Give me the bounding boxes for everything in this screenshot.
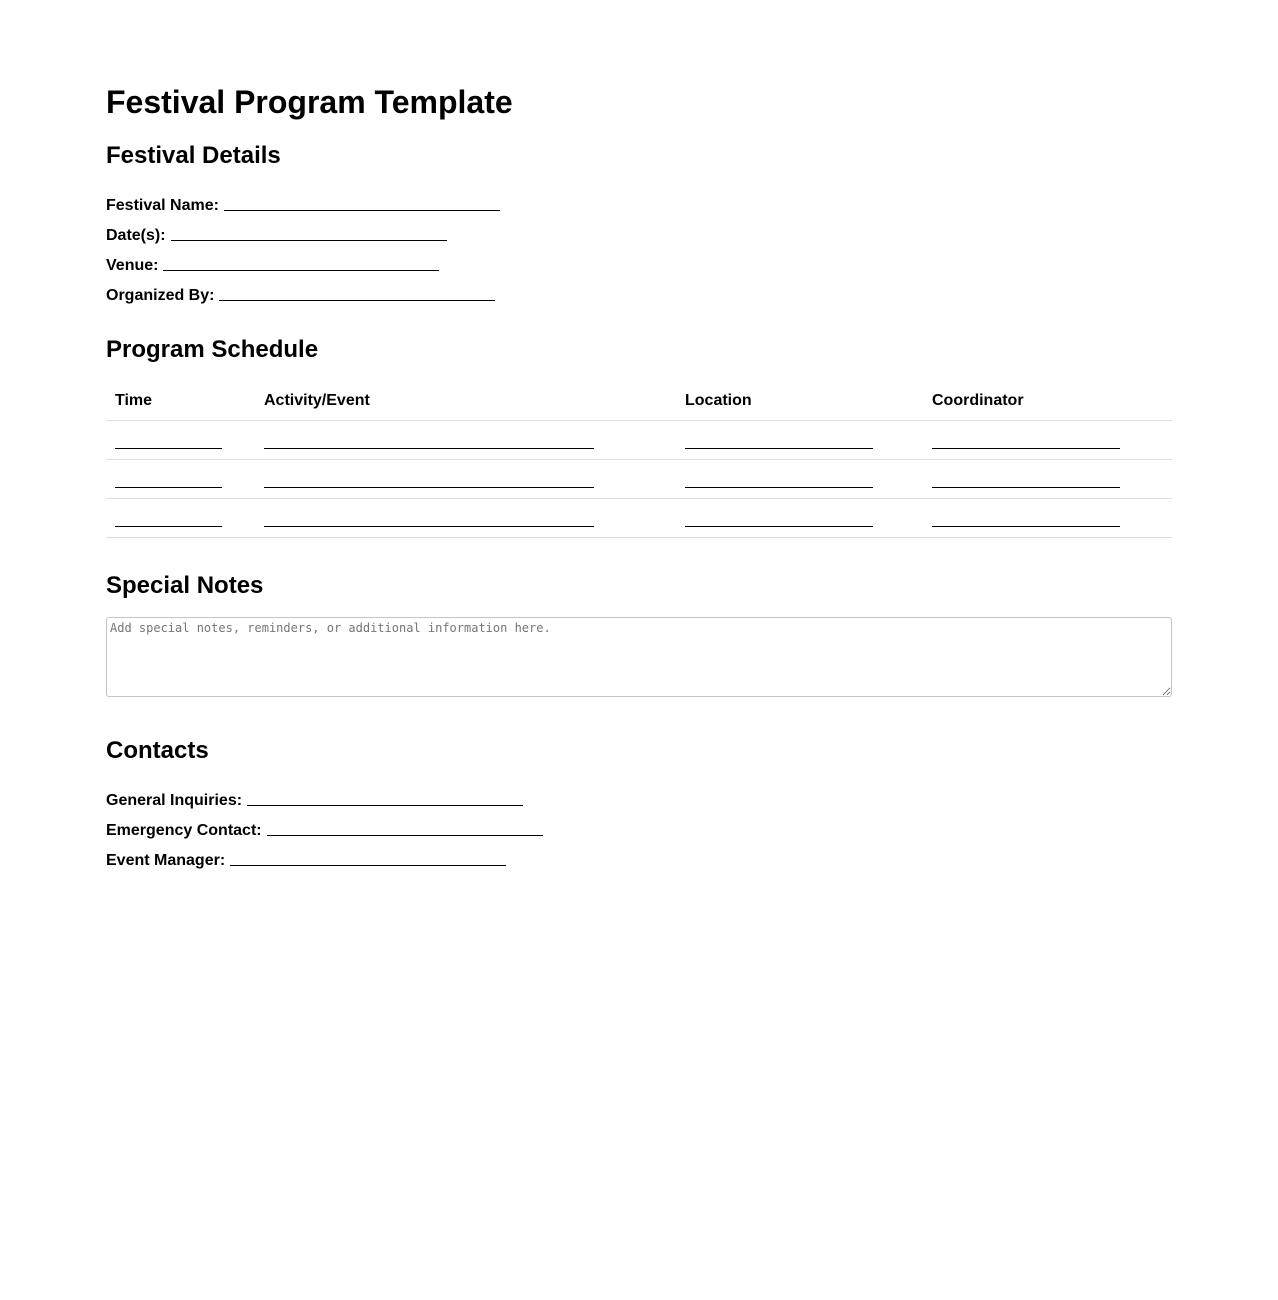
- event-manager-field: [106, 840, 1172, 870]
- table-row: [106, 499, 1172, 538]
- activity-cell[interactable]: [255, 460, 676, 499]
- time-blank: [115, 438, 222, 449]
- location-cell[interactable]: [676, 421, 923, 460]
- activity-blank: [264, 516, 594, 527]
- emergency-contact-blank[interactable]: [267, 821, 543, 836]
- schedule-table: [106, 381, 1172, 538]
- activity-cell[interactable]: [255, 499, 676, 538]
- festival-name-blank[interactable]: [224, 196, 500, 211]
- coordinator-blank: [932, 477, 1120, 488]
- location-blank: [685, 477, 873, 488]
- table-row: [106, 421, 1172, 460]
- activity-blank: [264, 438, 594, 449]
- column-header-coordinator: Coordinator: [923, 381, 1172, 421]
- location-cell[interactable]: [676, 499, 923, 538]
- activity-blank: [264, 477, 594, 488]
- location-blank: [685, 438, 873, 449]
- special-notes-textarea[interactable]: [106, 617, 1172, 697]
- emergency-contact-label: Emergency Contact:: [106, 822, 262, 839]
- location-cell[interactable]: [676, 460, 923, 499]
- page-title: Festival Program Template: [106, 84, 513, 120]
- program-schedule-section: [106, 335, 1172, 538]
- coordinator-blank: [932, 516, 1120, 527]
- contacts-heading: Contacts: [106, 737, 209, 764]
- table-header-row: [106, 381, 1172, 421]
- time-cell[interactable]: [106, 421, 255, 460]
- venue-label: Venue:: [106, 257, 159, 274]
- column-header-location: Location: [676, 381, 923, 421]
- festival-details-heading: Festival Details: [106, 142, 281, 169]
- coordinator-cell[interactable]: [923, 499, 1172, 538]
- organized-by-field: [106, 275, 1172, 305]
- organized-by-blank[interactable]: [219, 286, 495, 301]
- document-page: [106, 0, 1172, 870]
- coordinator-cell[interactable]: [923, 421, 1172, 460]
- column-header-time: Time: [106, 381, 255, 421]
- venue-field: [106, 245, 1172, 275]
- special-notes-heading: Special Notes: [106, 572, 264, 599]
- dates-field: [106, 215, 1172, 245]
- program-schedule-heading: Program Schedule: [106, 336, 319, 363]
- coordinator-cell[interactable]: [923, 460, 1172, 499]
- location-blank: [685, 516, 873, 527]
- time-blank: [115, 477, 222, 488]
- table-row: [106, 460, 1172, 499]
- general-inquiries-label: General Inquiries:: [106, 792, 243, 809]
- time-cell[interactable]: [106, 460, 255, 499]
- event-manager-label: Event Manager:: [106, 852, 226, 869]
- festival-name-label: Festival Name:: [106, 197, 219, 214]
- event-manager-blank[interactable]: [230, 851, 506, 866]
- general-inquiries-blank[interactable]: [247, 791, 523, 806]
- venue-blank[interactable]: [163, 256, 439, 271]
- activity-cell[interactable]: [255, 421, 676, 460]
- emergency-contact-field: [106, 810, 1172, 840]
- general-inquiries-field: [106, 780, 1172, 810]
- time-blank: [115, 516, 222, 527]
- dates-label: Date(s):: [106, 227, 166, 244]
- column-header-activity: Activity/Event: [255, 381, 676, 421]
- festival-name-field: [106, 185, 1172, 215]
- dates-blank[interactable]: [171, 226, 447, 241]
- special-notes-section: [106, 571, 1172, 697]
- contacts-section: [106, 736, 1172, 870]
- organized-by-label: Organized By:: [106, 287, 215, 304]
- coordinator-blank: [932, 438, 1120, 449]
- festival-details-section: [106, 141, 1172, 305]
- time-cell[interactable]: [106, 499, 255, 538]
